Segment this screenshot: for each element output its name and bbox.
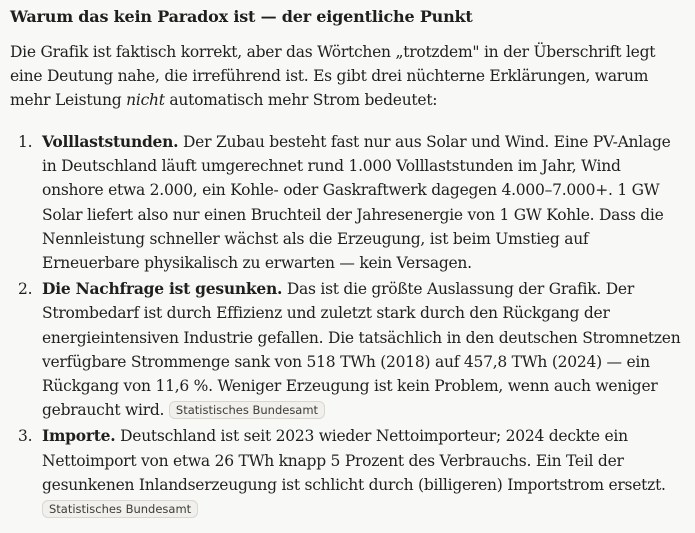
list-item-number: 2. (18, 280, 33, 299)
list-item-title: Die Nachfrage ist gesunken. (42, 279, 283, 299)
explanation-list (10, 130, 685, 521)
list-item-title: Volllaststunden. (42, 132, 179, 151)
list-item-nachfrage (10, 277, 685, 422)
list-item-importe (10, 424, 685, 521)
intro-text-after: automatisch mehr Strom bedeutet: (164, 91, 438, 109)
list-item-volllaststunden (10, 130, 685, 275)
source-citation-chip[interactable]: Statistisches Bundesamt (42, 500, 198, 518)
list-item-number: 1. (18, 133, 33, 151)
list-item-text: Das ist die größte Auslassung der Grafik. Der Strombedarf ist durch Effizienz und zuletzt stark durch den Rückgang der energieintensiven Industrie gefallen. Die tatsächlich in den deutschen Stromnetzen verfügbare Strommenge sank von 518 TWh (2018) auf 457,8 TWh (2024) — ein Rückgang von 11,6 %. Weniger Erzeugung ist kein Problem, wenn auch weniger gebraucht wird. (42, 280, 681, 420)
section-heading: Warum das kein Paradox ist — der eigentliche Punkt (10, 7, 473, 26)
intro-text-before: Die Grafik ist faktisch korrekt, aber das Wörtchen „trotzdem" in der Überschrift legt eine Deutung nahe, die irreführend ist. Es gibt drei nüchterne Erklärungen, warum mehr Leistung (10, 43, 656, 109)
source-citation-chip[interactable]: Statistisches Bundesamt (169, 401, 325, 419)
list-item-text: Deutschland ist seit 2023 wieder Nettoimporteur; 2024 deckte ein Nettoimport von etwa 26 TWh knapp 5 Prozent des Verbrauchs. Ein Teil der gesunkenen Inlandserzeugung ist schlicht durch (billigeren) Importstrom ersetzt. (42, 427, 666, 494)
list-item-number: 3. (18, 427, 33, 446)
list-item-text: Der Zubau besteht fast nur aus Solar und Wind. Eine PV-Anlage in Deutschland läuft umgerechnet rund 1.000 Volllaststunden im Jahr, Wind onshore etwa 2.000, ein Kohle- oder Gaskraftwerk dagegen 4.000–7.000+. 1 GW Solar liefert also nur einen Bruchteil der Jahresenergie von 1 GW Kohle. Dass die Nennleistung schneller wächst als die Erzeugung, ist beim Umstieg auf Erneuerbare physikalisch zu erwarten — kein Versagen. (42, 133, 671, 273)
list-item-title: Importe. (42, 426, 116, 446)
intro-emphasis: nicht (126, 91, 165, 109)
intro-paragraph (10, 40, 685, 112)
